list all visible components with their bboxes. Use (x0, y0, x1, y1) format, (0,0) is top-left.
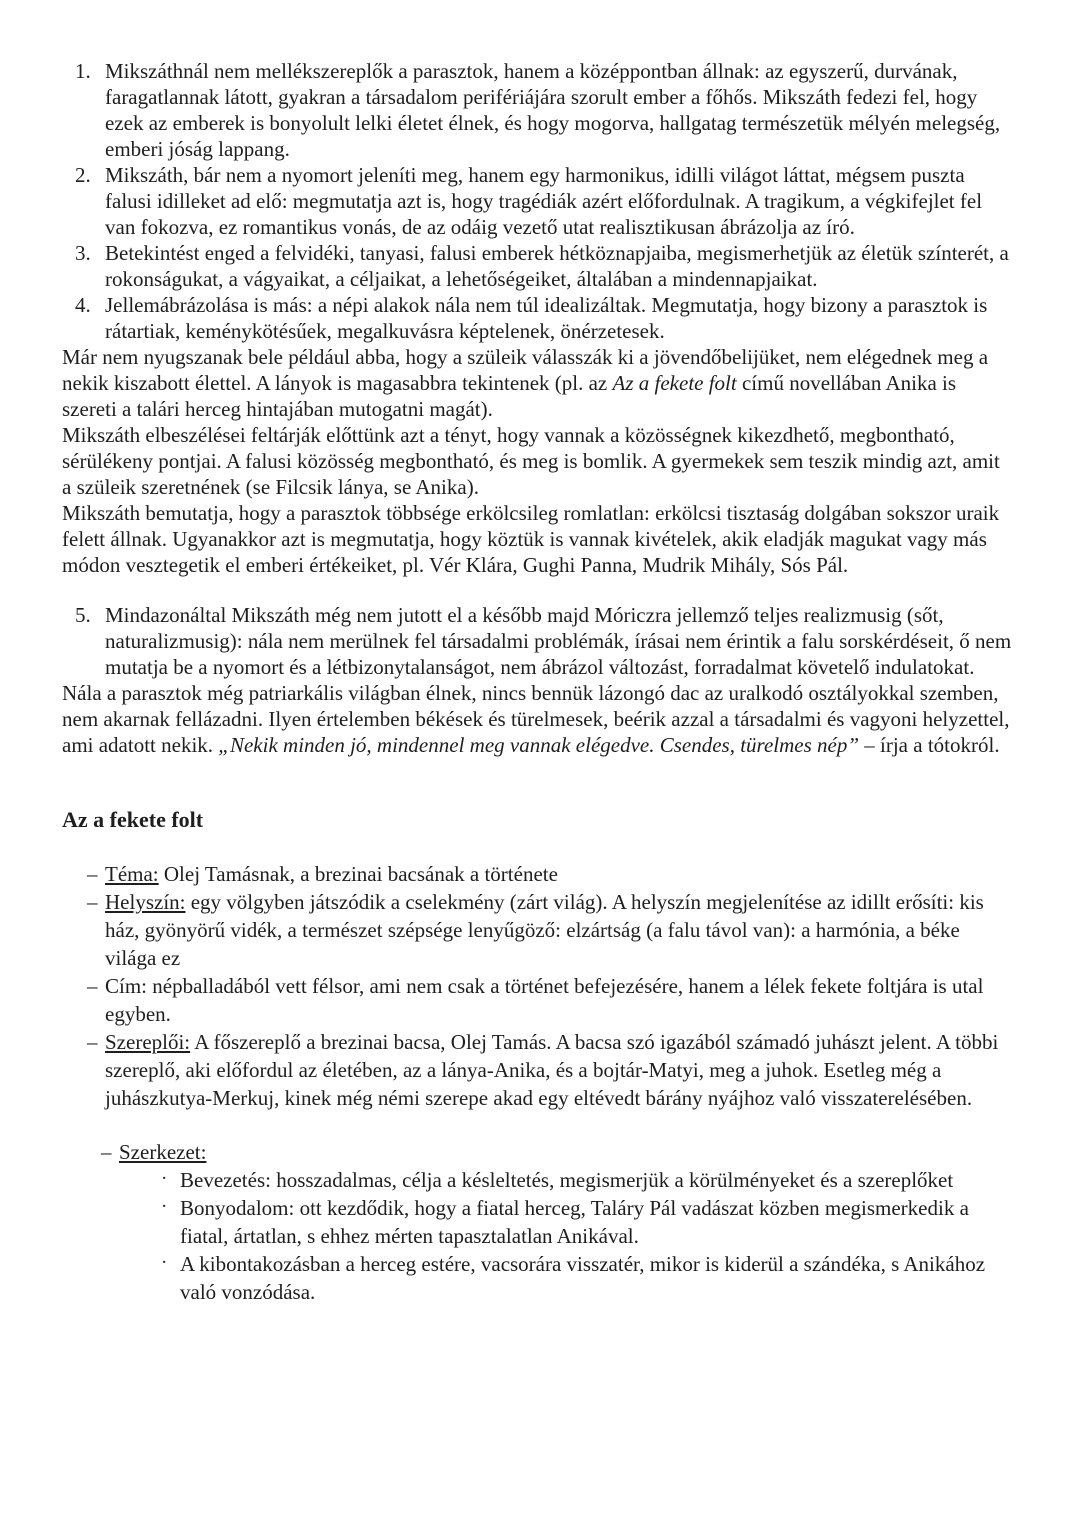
bullet-text: Téma: Olej Tamásnak, a brezinai bacsának a története (105, 862, 558, 886)
item-text: Jellemábrázolása is más: a népi alakok nála nem túl idealizáltak. Megmutatja, hogy bizony a parasztok is rátartiak, keménykötésűek, megalkuvásra képtelenek, önérzetesek. (105, 293, 988, 343)
bullet-text: Helyszín: egy völgyben játszódik a cselekmény (zárt világ). A helyszín megjelenítése az idillt erősíti: kis ház, gyönyörű vidék, a természet szépsége lenyűgöző: elzártság (a falu távol van): a harmónia, a béke világa ez (105, 890, 984, 970)
dash-bullet-marker: – (87, 1030, 98, 1054)
section-heading: Az a fekete folt (62, 807, 204, 832)
bullet-item-szereploi (62, 1028, 1014, 1112)
dot-bullet-marker: · (161, 1196, 168, 1217)
numbered-item-4 (62, 292, 1014, 344)
dash-bullet-marker: – (101, 1140, 112, 1164)
item-number: 3. (75, 241, 91, 265)
sub-bullet-bonyodalom (62, 1194, 1014, 1250)
item-text: Mikszáthnál nem mellékszereplők a parasztok, hanem a középpontban állnak: az egyszerű, durvának, faragatlannak látott, gyakran a társadalom perifériájára szorult ember a főhős. Mikszáth fedezi fel, hogy ezek az emberek is bonyolult lelki életet élnek, és hogy mogorva, hallgatag természetük mélyén melegség, emberi jóság lappang. (105, 59, 1001, 161)
sub-bullet-kibontakozas (62, 1250, 1014, 1306)
item-number: 4. (75, 293, 91, 317)
bullet-text: Szereplői: A főszereplő a brezinai bacsa, Olej Tamás. A bacsa szó igazából számadó juhászt jelent. A többi szereplő, aki előfordul az életében, az a lánya-Anika, és a bojtár-Matyi, meg a juhok. Esetleg még a juhászkutya-Merkuj, kinek még némi szerepe akad egy eltévedt bárány nyájhoz való visszaterelésében. (105, 1030, 999, 1110)
structure-block (62, 1138, 1014, 1306)
paragraph-community: Mikszáth elbeszélései feltárják előttünk azt a tényt, hogy vannak a közösségnek kikezdhető, megbontható, sérülékeny pontjai. A falusi közösség megbontható, és meg is bomlik. A gyermekek sem teszik mindig azt, amit a szüleik szeretnének (se Filcsik lánya, se Anika). (62, 423, 1000, 499)
sub-bullet-text: A kibontakozásban a herceg estére, vacsorára visszatér, mikor is kiderül a szándéka, s Anikához való vonzódása. (180, 1252, 986, 1304)
bullet-item-tema (62, 860, 1014, 888)
bullet-text: Szerkezet: (119, 1140, 207, 1164)
sub-bullet-bevezetes (62, 1166, 1014, 1194)
bullet-item-szerkezet (62, 1138, 1014, 1166)
paragraph-morality: Mikszáth bemutatja, hogy a parasztok többsége erkölcsileg romlatlan: erkölcsi tisztaság dolgában sokszor uraik felett állnak. Ugyanakkor azt is megmutatja, hogy köztük is vannak kivételek, akik eladják magukat vagy más módon vesztegetik el emberi értékeiket, pl. Vér Klára, Gughi Panna, Mudrik Mihály, Sós Pál. (62, 501, 1000, 577)
item-number: 5. (75, 603, 91, 627)
dash-bullet-marker: – (87, 890, 98, 914)
item-number: 2. (75, 163, 91, 187)
paragraph-expectations: Már nem nyugszanak bele például abba, hogy a szüleik válasszák ki a jövendőbelijüket, nem elégednek meg a nekik kiszabott élettel. A lányok is magasabbra tekintenek (pl. az Az a fekete folt című novellában Anika is szereti a talári herceg hintajában mutogatni magát). (62, 345, 989, 421)
dash-bullet-marker: – (87, 862, 98, 886)
bullet-list (62, 860, 1014, 1306)
numbered-item-1 (62, 58, 1014, 162)
bullet-text: Cím: népballadából vett félsor, ami nem csak a történet befejezésére, hanem a lélek fekete foltjára is utal egyben. (105, 974, 984, 1026)
dot-bullet-marker: · (161, 1252, 168, 1273)
bullet-item-cim (62, 972, 1014, 1028)
sub-bullet-text: Bonyodalom: ott kezdődik, hogy a fiatal herceg, Taláry Pál vadászat közben megismerkedik a fiatal, ártatlan, s ehhez mérten tapasztalatlan Anikával. (180, 1196, 969, 1248)
dot-bullet-marker: · (161, 1168, 168, 1189)
paragraph-patriarchal: Nála a parasztok még patriarkális világban élnek, nincs bennük lázongó dac az uralkodó osztályokkal szemben, nem akarnak fellázadni. Ilyen értelemben békések és türelmesek, beérik azzal a társadalmi és vagyoni helyzettel, ami adatott nekik. „Nekik minden jó, mindennel meg vannak elégedve. Csendes, türelmes nép” – írja a tótokról. (62, 681, 1010, 757)
item-text: Mindazonáltal Mikszáth még nem jutott el a később majd Móriczra jellemző teljes realizmusig (sőt, naturalizmusig): nála nem merülnek fel társadalmi problémák, írásai nem érintik a falu sorskérdéseit, ő nem mutatja be a nyomort és a létbizonytalanságot, nem ábrázol változást, forradalmat követelő indulatokat. (105, 603, 1012, 679)
dash-bullet-marker: – (87, 974, 98, 998)
item-text: Mikszáth, bár nem a nyomort jeleníti meg, hanem egy harmonikus, idilli világot láttat, mégsem puszta falusi idilleket ad elő: megmutatja azt is, hogy tragédiák azért előfordulnak. A tragikum, a végkifejlet fel van fokozva, ez romantikus vonás, de az odáig vezető utat realisztikusan ábrázolja az író. (105, 163, 983, 239)
numbered-item-3 (62, 240, 1014, 292)
numbered-item-2 (62, 162, 1014, 240)
sub-bullet-text: Bevezetés: hosszadalmas, célja a késleltetés, megismerjük a körülményeket és a szereplőket (180, 1168, 954, 1192)
item-number: 1. (75, 59, 91, 83)
numbered-item-5 (62, 602, 1014, 680)
item-text: Betekintést enged a felvidéki, tanyasi, falusi emberek hétköznapjaiba, megismerhetjük az életük színterét, a rokonságukat, a vágyaikat, a céljaikat, a lehetőségeiket, általában a mindennapjaikat. (105, 241, 1009, 291)
bullet-item-helyszin (62, 888, 1014, 972)
